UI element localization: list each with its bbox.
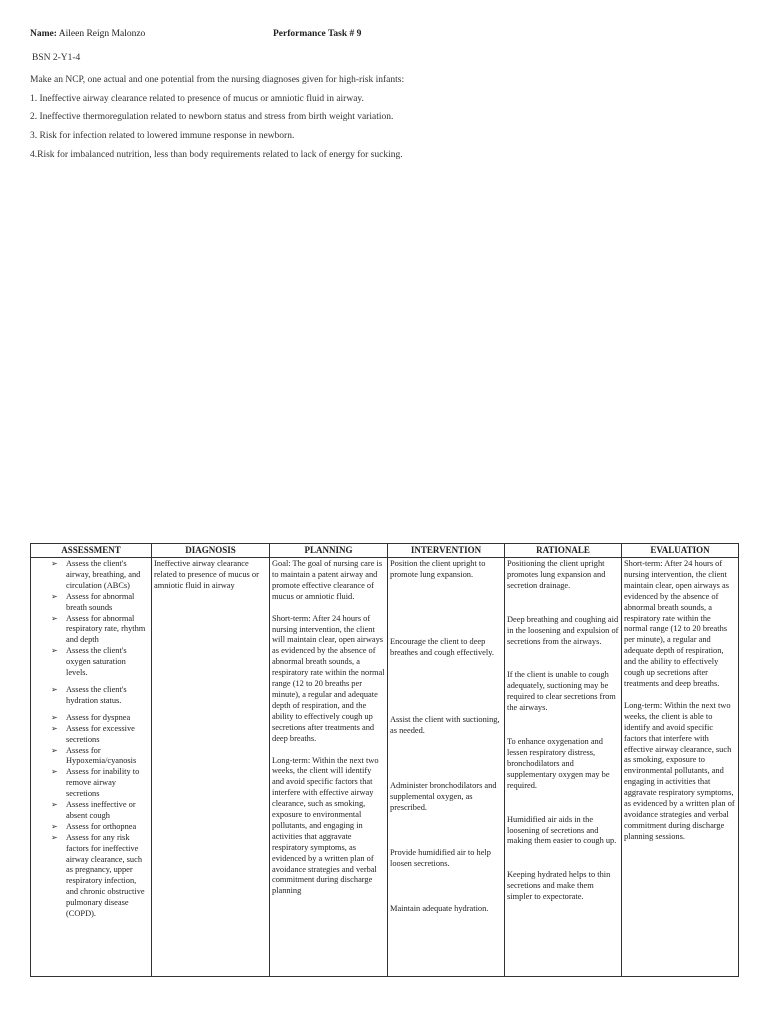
rationale-item: Positioning the client upright promotes lung expansion and secretion drainage. [507, 559, 606, 590]
diagnosis-item-4: 4.Risk for imbalanced nutrition, less than body requirements related to lack of energy for sucking. [30, 150, 403, 160]
arrow-bullet-icon: ➢ [51, 723, 58, 733]
assessment-item: ➢ Assess the client's airway, breathing, and circulation (ABCs) [51, 559, 141, 590]
diagnosis-item-3: 3. Risk for infection related to lowered immune response in newborn. [30, 131, 295, 141]
evaluation-cell [622, 558, 739, 977]
intervention-item: Assist the client with suctioning, as needed. [390, 714, 500, 735]
assessment-list [33, 559, 149, 920]
name-label: Name: [30, 29, 57, 39]
header-intervention: INTERVENTION [388, 544, 505, 558]
student-name [30, 29, 145, 39]
rationale-item: To enhance oxygenation and lessen respiratory distress, bronchodilators and supplementary oxygen may be required. [507, 737, 610, 790]
header-diagnosis: DIAGNOSIS [152, 544, 270, 558]
header-planning: PLANNING [270, 544, 388, 558]
assessment-item: ➢ Assess for Hypoxemia/cyanosis [51, 745, 137, 766]
diagnosis-cell [152, 558, 270, 977]
intervention-item: Position the client upright to promote lung expansion. [390, 559, 486, 579]
arrow-bullet-icon: ➢ [51, 767, 58, 777]
intervention-cell [388, 558, 505, 977]
rationale-item: If the client is unable to cough adequately, suctioning may be required to clear secretions from the airways. [507, 670, 616, 713]
arrow-bullet-icon: ➢ [51, 591, 58, 601]
header-rationale: RATIONALE [505, 544, 622, 558]
arrow-bullet-icon: ➢ [51, 821, 58, 831]
assessment-item: ➢ Assess for any risk factors for ineffective airway clearance, such as pregnancy, upper respiratory infection, and chronic obstructive pulmonary disease (COPD). [51, 832, 145, 919]
rationale-item: Keeping hydrated helps to thin secretions and make them simpler to expectorate. [507, 870, 611, 902]
table-row [31, 558, 739, 977]
ncp-table [30, 543, 739, 977]
diagnosis-text: Ineffective airway clearance related to presence of mucus or amniotic fluid in airway [154, 559, 259, 590]
arrow-bullet-icon: ➢ [51, 559, 58, 568]
arrow-bullet-icon: ➢ [51, 613, 58, 623]
arrow-bullet-icon: ➢ [51, 832, 58, 842]
assessment-item: ➢ Assess the client's oxygen saturation levels. [51, 646, 127, 678]
planning-long-term: Long-term: Within the next two weeks, the client will identify and avoid specific factors that interfere with effective airway clearance, such as smoking, exposure to environmental pollutants, and engaging in activities that aggravate respiratory symptoms, as evidenced by a written plan of avoidance strategies and verbal commitment during discharge planning [272, 755, 379, 896]
assessment-item: ➢ Assess for abnormal respiratory rate, rhythm and depth [51, 613, 146, 645]
diagnosis-item-1: 1. Ineffective airway clearance related to presence of mucus or amniotic fluid in airway. [30, 94, 364, 104]
task-title: Performance Task # 9 [273, 29, 362, 39]
arrow-bullet-icon: ➢ [51, 712, 58, 722]
assessment-item: ➢ Assess for inability to remove airway secretions [51, 767, 140, 799]
planning-goal: Goal: The goal of nursing care is to maintain a patent airway and promote effective clearance of mucus or amniotic fluid. [272, 559, 383, 601]
planning-cell [270, 558, 388, 977]
rationale-item: Deep breathing and coughing aid in the loosening and expulsion of secretions from the airways. [507, 614, 619, 646]
intervention-item: Administer bronchodilators and supplemental oxygen, as prescribed. [390, 781, 497, 813]
intervention-item: Encourage the client to deep breathes and cough effectively. [390, 636, 494, 657]
planning-short-term: Short-term: After 24 hours of nursing intervention, the client will maintain clear, open airways as evidenced by the absence of abnormal breath sounds, a respiratory rate within the normal range (12 to 20 breaths per minute), a regular and adequate depth of respiration, and the ability to effectively cough up secretions after treatments and deep breaths. [272, 613, 385, 743]
assessment-cell [31, 558, 152, 977]
header-assessment: ASSESSMENT [31, 544, 152, 558]
arrow-bullet-icon: ➢ [51, 745, 58, 755]
assessment-item: ➢ Assess ineffective or absent cough [51, 800, 136, 820]
assessment-item: ➢ Assess the client's hydration status. [51, 684, 127, 705]
assessment-item: ➢ Assess for abnormal breath sounds [51, 591, 135, 612]
diagnosis-item-2: 2. Ineffective thermoregulation related to newborn status and stress from birth weight variation. [30, 112, 394, 122]
arrow-bullet-icon: ➢ [51, 646, 58, 656]
rationale-item: Humidified air aids in the loosening of secretions and making them easier to cough up. [507, 814, 617, 846]
table-header-row [31, 544, 739, 558]
name-value: Aileen Reign Malonzo [58, 29, 146, 39]
assessment-item: ➢ Assess for orthopnea [51, 821, 137, 831]
arrow-bullet-icon: ➢ [51, 800, 58, 810]
rationale-cell [505, 558, 622, 977]
instructions: Make an NCP, one actual and one potential from the nursing diagnoses given for high-risk infants: [30, 75, 405, 85]
arrow-bullet-icon: ➢ [51, 684, 58, 694]
intervention-item: Provide humidified air to help loosen secretions. [390, 848, 491, 869]
evaluation-long-term: Long-term: Within the next two weeks, the client is able to identify and avoid specific factors that interfere with effective airway clearance, such as smoking, exposure to environmental pollutants, and engaging in activities that aggravate respiratory symptoms, as evidenced by a written plan of avoidance strategies and verbal commitment during discharge planning sessions. [624, 700, 735, 841]
assessment-item: ➢ Assess for dyspnea [51, 712, 131, 722]
intervention-item: Maintain adequate hydration. [390, 903, 489, 913]
evaluation-short-term: Short-term: After 24 hours of nursing intervention, the client maintain clear, open airways as evidenced by the absence of abnormal breath sounds, a respiratory rate within the normal range (12 to 20 breaths per minute), a regular and adequate depth of respiration, and the ability to effectively cough up secretions after treatments and deep breaths. [624, 559, 730, 688]
assessment-item: ➢ Assess for excessive secretions [51, 723, 135, 744]
section-code: BSN 2-Y1-4 [32, 53, 81, 63]
header-evaluation: EVALUATION [622, 544, 739, 558]
